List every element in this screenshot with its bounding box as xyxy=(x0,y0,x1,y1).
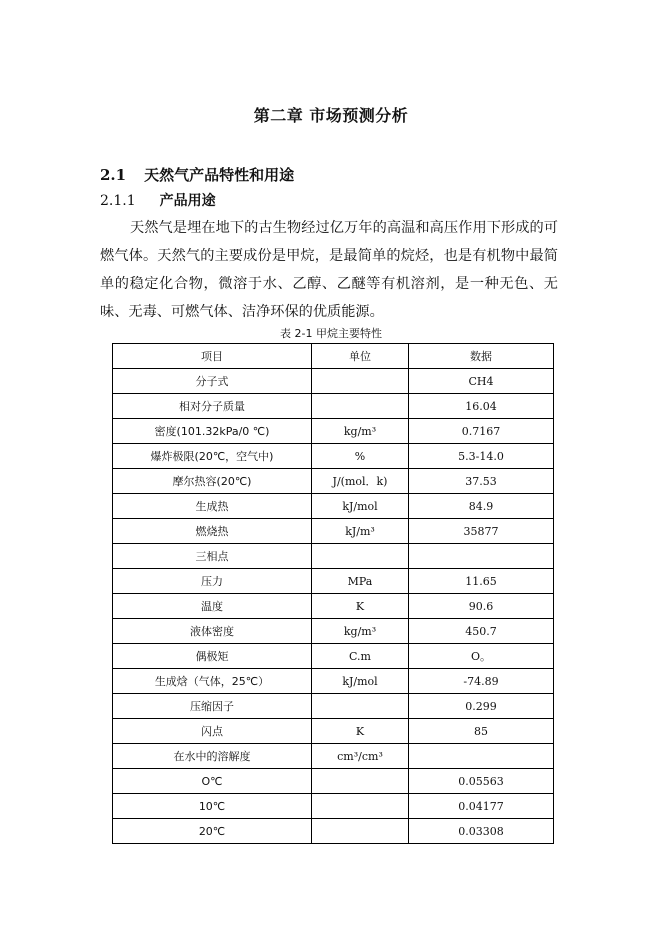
section-number: 2.1 xyxy=(100,166,127,184)
column-header-unit: 单位 xyxy=(312,344,409,369)
cell-value: 0.03308 xyxy=(409,819,554,844)
cell-value: 0.05563 xyxy=(409,769,554,794)
table-row xyxy=(113,494,554,519)
table-row xyxy=(113,669,554,694)
table-row xyxy=(113,394,554,419)
table-row xyxy=(113,819,554,844)
table-row xyxy=(113,519,554,544)
cell-item: 20℃ xyxy=(113,819,312,844)
cell-item: 闪点 xyxy=(113,719,312,744)
cell-item: 偶极矩 xyxy=(113,644,312,669)
cell-unit: kJ/mol xyxy=(312,669,409,694)
table-row xyxy=(113,794,554,819)
methane-properties-table xyxy=(112,343,554,844)
table-row xyxy=(113,569,554,594)
subsection-title: 产品用途 xyxy=(159,193,216,209)
cell-value: 11.65 xyxy=(409,569,554,594)
cell-item: 压缩因子 xyxy=(113,694,312,719)
column-header-item: 项目 xyxy=(113,344,312,369)
cell-value: 16.04 xyxy=(409,394,554,419)
cell-unit: C.m xyxy=(312,644,409,669)
cell-unit: MPa xyxy=(312,569,409,594)
cell-value: 0.7167 xyxy=(409,419,554,444)
cell-unit: J/(mol．k) xyxy=(312,469,409,494)
table-row xyxy=(113,719,554,744)
cell-unit: kg/m³ xyxy=(312,619,409,644)
cell-item: 生成焓（气体，25℃） xyxy=(113,669,312,694)
table-header-row xyxy=(113,344,554,369)
cell-item: 爆炸极限(20℃，空气中) xyxy=(113,444,312,469)
cell-unit: kJ/m³ xyxy=(312,519,409,544)
table-row xyxy=(113,694,554,719)
cell-value xyxy=(409,544,554,569)
cell-unit xyxy=(312,819,409,844)
cell-unit: K xyxy=(312,719,409,744)
cell-item: 相对分子质量 xyxy=(113,394,312,419)
column-header-value: 数据 xyxy=(409,344,554,369)
cell-item: 燃烧热 xyxy=(113,519,312,544)
cell-unit xyxy=(312,769,409,794)
cell-item: 摩尔热容(20℃) xyxy=(113,469,312,494)
cell-unit xyxy=(312,794,409,819)
table-row xyxy=(113,419,554,444)
cell-item: O℃ xyxy=(113,769,312,794)
section-heading xyxy=(100,164,294,185)
cell-unit xyxy=(312,369,409,394)
cell-unit xyxy=(312,394,409,419)
cell-value: 90.6 xyxy=(409,594,554,619)
cell-item: 分子式 xyxy=(113,369,312,394)
cell-value: 5.3-14.0 xyxy=(409,444,554,469)
subsection-number: 2.1.1 xyxy=(100,193,136,209)
cell-value: 85 xyxy=(409,719,554,744)
table-row xyxy=(113,544,554,569)
cell-unit: % xyxy=(312,444,409,469)
cell-value xyxy=(409,744,554,769)
cell-item: 10℃ xyxy=(113,794,312,819)
table-row xyxy=(113,594,554,619)
table-row xyxy=(113,469,554,494)
body-paragraph: 天然气是埋在地下的古生物经过亿万年的高温和高压作用下形成的可燃气体。天然气的主要成份是甲烷，是最简单的烷烃，也是有机物中最简单的稳定化合物，微溶于水、乙醇、乙醚等有机溶剂，是一种无色、无味、无毒、可燃气体、洁净环保的优质能源。 xyxy=(100,220,558,320)
cell-unit: kJ/mol xyxy=(312,494,409,519)
cell-value: 37.53 xyxy=(409,469,554,494)
cell-value: 84.9 xyxy=(409,494,554,519)
cell-item: 三相点 xyxy=(113,544,312,569)
cell-value: 0.299 xyxy=(409,694,554,719)
table-caption: 表 2-1 甲烷主要特性 xyxy=(280,327,382,340)
table-row xyxy=(113,644,554,669)
cell-unit: kg/m³ xyxy=(312,419,409,444)
cell-item: 温度 xyxy=(113,594,312,619)
cell-item: 生成热 xyxy=(113,494,312,519)
table-row xyxy=(113,369,554,394)
subsection-heading xyxy=(100,190,216,210)
table-row xyxy=(113,769,554,794)
cell-value: CH4 xyxy=(409,369,554,394)
section-title: 天然气产品特性和用途 xyxy=(144,166,295,184)
cell-value: 35877 xyxy=(409,519,554,544)
cell-item: 压力 xyxy=(113,569,312,594)
cell-value: 0.04177 xyxy=(409,794,554,819)
table-row xyxy=(113,444,554,469)
cell-item: 液体密度 xyxy=(113,619,312,644)
table-row xyxy=(113,619,554,644)
cell-unit xyxy=(312,544,409,569)
cell-item: 密度(101.32kPa/0 ℃) xyxy=(113,419,312,444)
cell-unit xyxy=(312,694,409,719)
table-row xyxy=(113,744,554,769)
cell-item: 在水中的溶解度 xyxy=(113,744,312,769)
cell-unit: cm³/cm³ xyxy=(312,744,409,769)
chapter-title: 第二章 市场预测分析 xyxy=(253,106,409,125)
cell-value: -74.89 xyxy=(409,669,554,694)
cell-unit: K xyxy=(312,594,409,619)
cell-value: O。 xyxy=(409,644,554,669)
cell-value: 450.7 xyxy=(409,619,554,644)
